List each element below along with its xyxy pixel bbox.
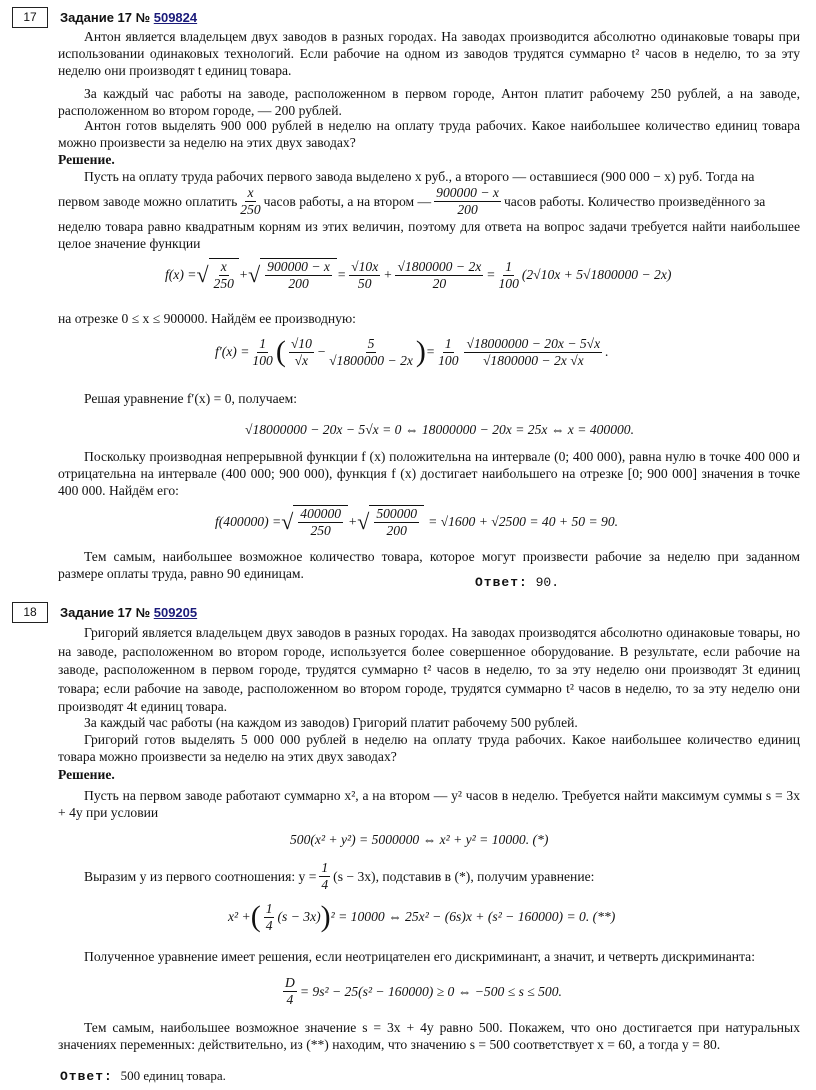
denominator: 50 bbox=[357, 275, 372, 291]
formula-part: + bbox=[348, 514, 358, 529]
fraction bbox=[283, 975, 297, 1008]
numerator: 1 bbox=[321, 860, 329, 875]
sqrt: √ $\frac{x}{250}$ bbox=[196, 258, 238, 292]
solution-text: неделю товара равно квадратным корням из этих величин, поэтому для ответа на вопрос задачи требуется найти наибольшее целое значение функции bbox=[58, 219, 800, 251]
formula-part: ² = 10000 ⇔ 25x² − (6s)x + (s² − 160000) = 0. (**) bbox=[330, 909, 616, 924]
problem-id-link[interactable]: 509205 bbox=[153, 605, 198, 620]
fraction bbox=[252, 336, 272, 369]
fraction bbox=[395, 259, 483, 292]
fraction bbox=[438, 336, 458, 369]
text: Выразим y из первого соотношения: y = bbox=[84, 868, 317, 884]
denominator: 250 bbox=[213, 276, 234, 291]
formula-part: f′(x) = bbox=[215, 344, 250, 359]
formula-part: = 9s² − 25(s² − 160000) ≥ 0 ⇔ −500 ≤ s ≤ 500. bbox=[299, 983, 562, 999]
denominator: 100 bbox=[498, 275, 519, 291]
formula-f bbox=[165, 258, 671, 292]
solution-text: Пусть на первом заводе работают суммарно x², а на втором — y² часов в неделю. Требуется найти максимум суммы s = 3x + 4y при условии bbox=[58, 788, 800, 820]
problem-header bbox=[60, 10, 197, 25]
text: первом заводе можно оплатить bbox=[58, 193, 238, 209]
fraction bbox=[240, 185, 260, 218]
numerator: 1 bbox=[444, 335, 452, 351]
formula-part: = bbox=[486, 267, 496, 282]
problem-text: Антон готов выделять 900 000 рублей в неделю на оплату труда рабочих. Какое наибольшее количество единиц товара можно произвести за неделю на этих двух заводах? bbox=[58, 118, 800, 150]
denominator: 4 bbox=[286, 992, 294, 1007]
formula-quadratic: x² + ( $\frac{1}{4}$ (s − 3x) ) ² = 10000 ⇔ 25x² − (6s)x + (s² − 160000) = 0. (**) bbox=[228, 900, 616, 933]
formula-part: + bbox=[238, 267, 249, 282]
problem-text: Григорий является владельцем двух заводов в разных городах. На заводах производятся абсолютно одинаковые товары, но на заводе, расположенном во втором городе, используется более совершенное оборудование. В результате, если рабочие на заводе, расположенном в первом городе, трудятся суммарно t² часов в неделю, то за эту неделю они производят 3t единиц товара; если рабочие на заводе, расположенном во втором городе, трудятся суммарно t² часов в неделю, то за эту неделю они производят 4t единиц товара. bbox=[58, 625, 800, 714]
solution-text: Пусть на оплату труда рабочих первого завода выделено x руб., а второго — оставшиеся (900 000 − x) руб. Тогда на bbox=[84, 169, 755, 184]
denominator: 200 bbox=[386, 523, 407, 538]
answer-value: 90. bbox=[535, 575, 560, 590]
denominator: 200 bbox=[288, 276, 309, 291]
denominator: 4 bbox=[321, 877, 329, 892]
numerator: D bbox=[285, 975, 295, 990]
formula-condition: 500(x² + y²) = 5000000 ⇔ x² + y² = 10000. (*) bbox=[290, 832, 549, 847]
denominator: 250 bbox=[240, 202, 261, 217]
problem-number: 17 bbox=[12, 7, 48, 28]
solution-text: на отрезке 0 ≤ x ≤ 900000. Найдём ее производную: bbox=[58, 311, 356, 326]
answer-label: Ответ: bbox=[60, 1069, 113, 1084]
problem-text: Григорий готов выделять 5 000 000 рублей в неделю на оплату труда рабочих. Какое наибольшее количество единиц товара можно произвести за неделю на этих двух заводах? bbox=[58, 732, 800, 764]
formula-discriminant bbox=[280, 975, 562, 1008]
numerator: 500000 bbox=[376, 506, 418, 521]
formula-part: (s − 3x) bbox=[277, 909, 321, 924]
problem-text: За каждый час работы на заводе, расположенном в первом городе, Антон платит рабочему 250 рублей, а на заводе, расположенном во втором городе, — 200 рублей. bbox=[58, 86, 800, 118]
formula-value bbox=[215, 505, 618, 539]
fraction bbox=[264, 901, 275, 934]
numerator: 1 bbox=[265, 900, 273, 916]
solution-text: Поскольку производная непрерывной функции f (x) положительна на интервале (0; 400 000), равна нулю в точке 400 000 и отрицательна на интервале (400 000; 900 000), функция f (x) достигает наибольшего на отрезке [0; 900 000] значения в точке 400 000. Найдём его: bbox=[58, 449, 800, 498]
solution-text: Тем самым, наибольшее возможное количество товара, которое могут произвести рабочие за неделю при заданном размере оплаты труда, равно 90 единицам. bbox=[58, 549, 800, 581]
numerator: 900000 − x bbox=[267, 259, 330, 274]
numerator: 1 bbox=[505, 258, 513, 274]
sqrt: √ $\frac{500000}{200}$ bbox=[357, 505, 424, 539]
answer bbox=[475, 575, 559, 590]
formula-part: − bbox=[316, 344, 327, 359]
numerator: √10 bbox=[290, 335, 312, 351]
solution-label: Решение. bbox=[58, 767, 115, 782]
problem-header bbox=[60, 605, 197, 620]
solution-text: Решая уравнение f′(x) = 0, получаем: bbox=[84, 391, 298, 406]
solution-text: Тем самым, наибольшее возможное значение s = 3x + 4y равно 500. Покажем, что оно достигается при натуральных значениях переменных: действительно, из (**) находим, что значению s = 500 соответствует x = 60, а тогда y = 80. bbox=[58, 1020, 800, 1052]
fraction bbox=[498, 259, 518, 292]
fraction bbox=[329, 336, 413, 369]
fraction bbox=[319, 860, 330, 893]
denominator: 250 bbox=[310, 523, 331, 538]
sqrt: √ $\frac{400000}{250}$ bbox=[281, 505, 348, 539]
numerator: 1 bbox=[259, 335, 267, 351]
problem-text: За каждый час работы (на каждом из заводов) Григорий платит рабочему 500 рублей. bbox=[84, 715, 578, 730]
numerator: √18000000 − 20x − 5√x bbox=[466, 335, 601, 351]
problem-title: Задание 17 № bbox=[60, 10, 151, 25]
formula-part: + bbox=[383, 267, 393, 282]
answer-label: Ответ: bbox=[475, 575, 528, 590]
formula-part: = bbox=[336, 267, 347, 282]
denominator: √1800000 − 2x √x bbox=[482, 352, 584, 368]
numerator: √1800000 − 2x bbox=[397, 258, 482, 274]
solution-text-fractions bbox=[58, 185, 765, 218]
solution-text-express bbox=[84, 860, 594, 893]
formula-part: (2√10x + 5√1800000 − 2x) bbox=[521, 267, 672, 282]
formula-part: x² + bbox=[228, 909, 251, 924]
text: часов работы, а на втором — bbox=[263, 193, 432, 209]
solution-text: Полученное уравнение имеет решения, если неотрицателен его дискриминант, а значит, и четверть дискриминанта: bbox=[84, 949, 755, 964]
denominator: 100 bbox=[252, 352, 273, 368]
fraction bbox=[289, 336, 314, 369]
denominator: 4 bbox=[265, 917, 273, 933]
fraction bbox=[434, 185, 501, 218]
denominator: 200 bbox=[457, 202, 478, 217]
answer-value: 500 единиц товара. bbox=[120, 1068, 226, 1083]
formula-derivative: f′(x) = $\frac{1}{100}$ ( $\frac{√10}{√x}$ − $\frac{5}{√1800000 - 2x}$ ) = $\frac{1}{100}$ $\frac{√18000000 - 20x - 5√x}{√1800000 - 2x √x}$ . bbox=[215, 335, 609, 368]
formula-equation: √18000000 − 20x − 5√x = 0 ⇔ 18000000 − 20x = 25x ⇔ x = 400000. bbox=[245, 422, 634, 437]
text: часов работы. Количество произведённого за bbox=[503, 193, 766, 209]
numerator: 5 bbox=[367, 335, 375, 351]
denominator: √1800000 − 2x bbox=[329, 352, 413, 368]
numerator: x bbox=[220, 259, 227, 274]
denominator: 20 bbox=[432, 275, 447, 291]
text: (s − 3x), подставив в (*), получим уравнение: bbox=[333, 868, 595, 884]
solution-label: Решение. bbox=[58, 152, 115, 167]
numerator: 900000 − x bbox=[436, 185, 499, 200]
formula-part: . bbox=[605, 344, 609, 359]
formula-part: = bbox=[425, 344, 436, 359]
sqrt: √ $\frac{900000 - x}{200}$ bbox=[248, 258, 337, 292]
numerator: √10x bbox=[351, 258, 379, 274]
numerator: x bbox=[247, 185, 254, 200]
formula-part: f(x) = bbox=[165, 267, 197, 282]
problem-number: 18 bbox=[12, 602, 48, 623]
problem-title: Задание 17 № bbox=[60, 605, 151, 620]
problem-id-link[interactable]: 509824 bbox=[153, 10, 198, 25]
denominator: √x bbox=[294, 352, 309, 368]
problem-text: Антон является владельцем двух заводов в разных городах. На заводах производится абсолютно одинаковые товары при использовании одинаковых технологий. Если рабочие на одном из заводов трудятся суммарно t² часов в неделю, то за эту неделю они производят t единиц товара. bbox=[58, 29, 800, 78]
answer bbox=[60, 1068, 226, 1084]
numerator: 400000 bbox=[300, 506, 342, 521]
fraction bbox=[349, 259, 380, 292]
formula-part: = √1600 + √2500 = 40 + 50 = 90. bbox=[428, 514, 619, 529]
denominator: 100 bbox=[438, 352, 459, 368]
fraction bbox=[464, 336, 602, 369]
formula-part: f(400000) = bbox=[215, 514, 282, 529]
